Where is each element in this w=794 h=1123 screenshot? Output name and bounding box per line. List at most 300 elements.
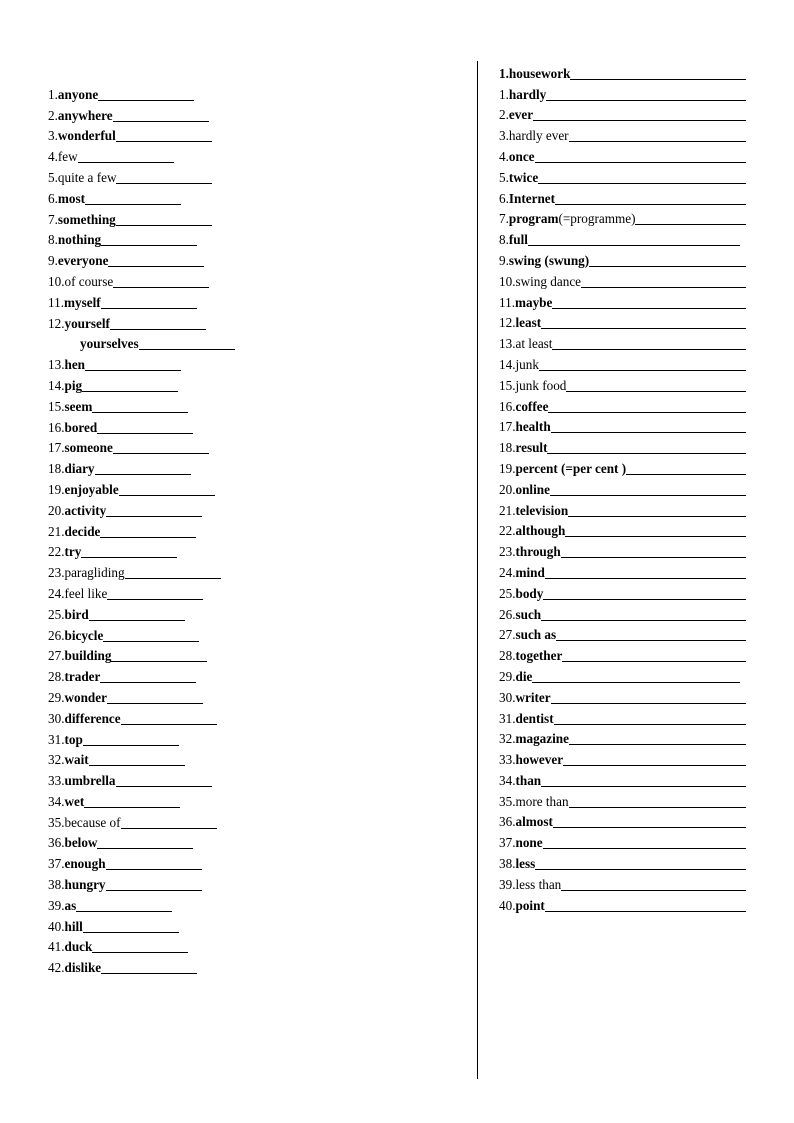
vocab-word: anywhere: [57, 107, 113, 123]
vocab-item: [48, 352, 258, 373]
vocab-item: [48, 165, 258, 186]
answer-blank[interactable]: [84, 794, 180, 808]
vocab-word: enjoyable: [64, 481, 119, 497]
item-number: 14.: [499, 356, 516, 372]
vocab-item: [499, 851, 746, 872]
answer-blank[interactable]: [101, 295, 197, 309]
answer-blank[interactable]: [554, 711, 746, 725]
vocab-item: [48, 207, 258, 228]
item-number: 2.: [48, 107, 58, 123]
answer-blank[interactable]: [635, 211, 746, 225]
vocab-item: [499, 643, 746, 664]
answer-blank[interactable]: [550, 482, 746, 496]
item-number: 20.: [48, 502, 65, 518]
right-word-list: [499, 61, 746, 914]
vocab-word: twice: [508, 169, 539, 185]
vocab-word: bored: [64, 419, 98, 435]
vocab-item: [499, 352, 746, 373]
vocab-word: seem: [64, 398, 93, 414]
answer-blank[interactable]: [92, 939, 188, 953]
item-number: 36.: [499, 814, 516, 830]
item-number: 33.: [48, 773, 65, 789]
vocab-word: however: [515, 752, 564, 768]
vocab-word: junk: [515, 356, 539, 372]
answer-blank[interactable]: [119, 482, 215, 496]
vocab-item: [48, 519, 258, 540]
answer-blank[interactable]: [535, 856, 746, 870]
left-word-list: [48, 82, 258, 976]
vocab-item: [499, 435, 746, 456]
vocab-word: most: [57, 190, 85, 206]
item-number: 10.: [48, 273, 65, 289]
item-number: 32.: [499, 731, 516, 747]
vocab-word: try: [64, 544, 82, 560]
answer-blank[interactable]: [552, 336, 746, 350]
vocab-item: [48, 685, 258, 706]
item-number: 23.: [499, 544, 516, 560]
vocab-item: [499, 227, 746, 248]
item-number: 30.: [499, 689, 516, 705]
answer-blank[interactable]: [541, 315, 746, 329]
vocab-word: mind: [515, 564, 545, 580]
vocab-word: umbrella: [64, 773, 116, 789]
answer-blank[interactable]: [541, 773, 746, 787]
answer-blank[interactable]: [553, 814, 746, 828]
answer-blank[interactable]: [562, 648, 746, 662]
item-number: 14.: [48, 377, 65, 393]
answer-blank[interactable]: [566, 378, 746, 392]
answer-blank[interactable]: [551, 690, 746, 704]
vocab-word: hardly: [508, 86, 547, 102]
vocab-word: something: [57, 211, 116, 227]
vocab-word: body: [515, 585, 544, 601]
vocab-item: [499, 311, 746, 332]
answer-blank[interactable]: [101, 960, 197, 974]
vocab-word: online: [515, 481, 550, 497]
vocab-item: [48, 602, 258, 623]
vocab-word: paragliding: [64, 565, 125, 581]
answer-blank[interactable]: [121, 711, 217, 725]
answer-blank[interactable]: [89, 607, 185, 621]
vocab-item: [499, 581, 746, 602]
answer-blank[interactable]: [539, 357, 746, 371]
item-number: 11.: [48, 294, 64, 310]
vocab-word: such as: [515, 627, 557, 643]
answer-blank[interactable]: [113, 440, 209, 454]
vocab-word: full: [508, 232, 528, 248]
item-number: 15.: [48, 398, 65, 414]
vocab-item: [48, 228, 258, 249]
answer-blank[interactable]: [551, 419, 746, 433]
answer-blank[interactable]: [563, 752, 746, 766]
item-number: 37.: [48, 856, 65, 872]
answer-blank[interactable]: [543, 586, 746, 600]
item-number: 39.: [499, 876, 516, 892]
vocab-item: [48, 664, 258, 685]
item-number: 32.: [48, 752, 65, 768]
answer-blank[interactable]: [92, 399, 188, 413]
vocab-word: more than: [515, 793, 569, 809]
answer-blank[interactable]: [100, 524, 196, 538]
vocab-item: [48, 623, 258, 644]
vocab-word: maybe: [515, 294, 553, 310]
answer-blank[interactable]: [107, 690, 203, 704]
answer-blank[interactable]: [103, 628, 199, 642]
vocab-item: [499, 727, 746, 748]
vocab-item: [499, 415, 746, 436]
item-number: 8.: [499, 232, 509, 248]
item-number: 26.: [48, 627, 65, 643]
answer-blank[interactable]: [535, 149, 746, 163]
vocab-word: than: [515, 772, 542, 788]
answer-blank[interactable]: [116, 128, 212, 142]
answer-blank[interactable]: [545, 565, 746, 579]
item-number: 37.: [499, 835, 516, 851]
vocab-note: (=programme): [558, 211, 636, 227]
vocab-item: [499, 144, 746, 165]
vocab-word: hardly ever: [508, 128, 569, 144]
vocab-word: point: [515, 897, 545, 913]
answer-blank[interactable]: [555, 191, 746, 205]
item-number: 33.: [499, 752, 516, 768]
vocab-item: [48, 436, 258, 457]
answer-blank[interactable]: [95, 461, 191, 475]
vocab-item: [48, 810, 258, 831]
vocab-word: pig: [64, 377, 83, 393]
item-number: 3.: [48, 128, 58, 144]
vocab-item: [48, 82, 258, 103]
answer-blank[interactable]: [76, 898, 172, 912]
vocab-word: because of: [64, 814, 121, 830]
vocab-item: [499, 560, 746, 581]
vocab-item: [48, 248, 258, 269]
answer-blank[interactable]: [589, 253, 746, 267]
vocab-item: [48, 851, 258, 872]
item-number: 6.: [48, 190, 58, 206]
vocab-item: [48, 644, 258, 665]
vocab-item: [48, 748, 258, 769]
answer-blank[interactable]: [116, 773, 212, 787]
answer-blank[interactable]: [556, 627, 746, 641]
item-number: 7.: [48, 211, 58, 227]
answer-blank[interactable]: [561, 544, 746, 558]
answer-blank[interactable]: [533, 107, 746, 121]
vocab-item: [499, 269, 746, 290]
vocab-word: difference: [64, 710, 121, 726]
answer-blank[interactable]: [107, 586, 203, 600]
vocab-word: yourself: [64, 315, 110, 331]
answer-blank[interactable]: [581, 274, 746, 288]
vocab-word: quite a few: [57, 169, 117, 185]
vocab-item: [499, 186, 746, 207]
answer-blank[interactable]: [565, 523, 746, 537]
item-number: 25.: [48, 606, 65, 622]
vocab-item: [48, 789, 258, 810]
vocab-item: [48, 290, 258, 311]
vocab-item: [48, 373, 258, 394]
answer-blank[interactable]: [116, 170, 212, 184]
vocab-item: [499, 706, 746, 727]
answer-blank[interactable]: [538, 170, 746, 184]
vocab-word: everyone: [57, 253, 109, 269]
answer-blank[interactable]: [89, 752, 185, 766]
vocab-item: [499, 82, 746, 103]
vocab-item: [499, 103, 746, 124]
vocab-item: [499, 685, 746, 706]
vocab-word: diary: [64, 461, 95, 477]
vocab-word: hill: [64, 918, 83, 934]
vocab-word: hungry: [64, 877, 106, 893]
answer-blank[interactable]: [626, 461, 746, 475]
item-number: 41.: [48, 939, 65, 955]
answer-blank[interactable]: [98, 87, 194, 101]
vocab-item: [48, 768, 258, 789]
answer-blank[interactable]: [78, 149, 174, 163]
answer-blank[interactable]: [85, 191, 181, 205]
item-number: 19.: [48, 481, 65, 497]
item-number: 23.: [48, 565, 65, 581]
vocab-item: [499, 290, 746, 311]
item-number: 27.: [48, 648, 65, 664]
vocab-item: [48, 560, 258, 581]
vocab-item: [48, 935, 258, 956]
vocab-item: [48, 831, 258, 852]
item-number: 42.: [48, 960, 65, 976]
vocab-item: [499, 165, 746, 186]
vocab-item: [499, 477, 746, 498]
vocab-word: 1.housework: [499, 65, 571, 81]
vocab-word: ever: [508, 107, 534, 123]
vocab-item: [499, 456, 746, 477]
item-number: 8.: [48, 232, 58, 248]
vocab-word: yourselves: [80, 336, 139, 352]
vocab-item: [48, 269, 258, 290]
column-divider: [477, 61, 478, 1079]
answer-blank[interactable]: [81, 544, 177, 558]
item-number: 6.: [499, 190, 509, 206]
vocab-word: coffee: [515, 398, 549, 414]
vocab-word: anyone: [57, 86, 99, 102]
vocab-word: activity: [64, 502, 107, 518]
vocab-item: [499, 768, 746, 789]
item-number: 19.: [499, 460, 516, 476]
vocab-word: television: [515, 502, 569, 518]
vocab-word: below: [64, 835, 98, 851]
vocab-item: [499, 872, 746, 893]
vocab-item: [499, 394, 746, 415]
answer-blank[interactable]: [552, 295, 746, 309]
answer-blank[interactable]: [561, 877, 746, 891]
item-number: 27.: [499, 627, 516, 643]
vocab-item: [499, 61, 746, 82]
vocab-word: myself: [64, 294, 101, 310]
item-number: 1.: [48, 86, 58, 102]
answer-blank[interactable]: [569, 794, 746, 808]
vocab-word: die: [515, 668, 533, 684]
item-number: 35.: [48, 814, 65, 830]
answer-blank[interactable]: [110, 316, 206, 330]
item-number: 22.: [499, 523, 516, 539]
answer-blank[interactable]: [121, 815, 217, 829]
item-number: 21.: [499, 502, 516, 518]
vocab-item: [499, 893, 746, 914]
item-number: 11.: [499, 294, 515, 310]
answer-blank[interactable]: [528, 232, 740, 246]
item-number: 21.: [48, 523, 65, 539]
item-number: 31.: [499, 710, 516, 726]
vocab-item: [48, 540, 258, 561]
answer-blank[interactable]: [548, 399, 746, 413]
vocab-item: [499, 623, 746, 644]
answer-blank[interactable]: [100, 669, 196, 683]
answer-blank[interactable]: [106, 877, 202, 891]
answer-blank[interactable]: [113, 108, 209, 122]
vocab-item: [499, 747, 746, 768]
vocab-item: [499, 830, 746, 851]
vocab-word: bicycle: [64, 627, 104, 643]
answer-blank[interactable]: [568, 503, 746, 517]
item-number: 13.: [499, 336, 516, 352]
vocab-word: wait: [64, 752, 89, 768]
vocab-word: percent (=per cent ): [515, 460, 627, 476]
item-number: 17.: [499, 419, 516, 435]
item-number: 9.: [48, 253, 58, 269]
item-number: 36.: [48, 835, 65, 851]
vocab-word: someone: [64, 440, 113, 456]
vocab-word: such: [515, 606, 542, 622]
vocab-item: [48, 727, 258, 748]
answer-blank[interactable]: [546, 87, 746, 101]
vocab-item: [48, 477, 258, 498]
answer-blank[interactable]: [111, 648, 207, 662]
item-number: 1.: [499, 86, 509, 102]
item-number: 20.: [499, 481, 516, 497]
vocab-word: Internet: [508, 190, 556, 206]
vocab-item: [48, 456, 258, 477]
vocab-item: [48, 581, 258, 602]
item-number: 39.: [48, 897, 65, 913]
item-number: 7.: [499, 211, 509, 227]
item-number: 18.: [48, 461, 65, 477]
answer-blank[interactable]: [106, 856, 202, 870]
vocab-item: [499, 519, 746, 540]
item-number: 16.: [499, 398, 516, 414]
answer-blank[interactable]: [125, 565, 221, 579]
item-number: 38.: [48, 877, 65, 893]
vocab-word: at least: [515, 336, 553, 352]
vocab-word: as: [64, 897, 77, 913]
item-number: 34.: [48, 793, 65, 809]
item-number: 28.: [499, 648, 516, 664]
vocab-item: [48, 872, 258, 893]
vocab-item: [499, 498, 746, 519]
answer-blank[interactable]: [101, 232, 197, 246]
vocab-item: [48, 103, 258, 124]
item-number: 35.: [499, 793, 516, 809]
answer-blank[interactable]: [569, 128, 746, 142]
vocab-word: building: [64, 648, 112, 664]
vocab-word: program: [508, 211, 559, 227]
answer-blank[interactable]: [83, 732, 179, 746]
answer-blank[interactable]: [83, 919, 179, 933]
answer-blank[interactable]: [106, 503, 202, 517]
vocab-item: [499, 331, 746, 352]
vocab-word: hen: [64, 357, 86, 373]
answer-blank[interactable]: [570, 66, 746, 80]
vocab-word: feel like: [64, 585, 108, 601]
answer-blank[interactable]: [532, 669, 740, 683]
answer-blank[interactable]: [113, 274, 209, 288]
vocab-word: writer: [515, 689, 551, 705]
item-number: 17.: [48, 440, 65, 456]
answer-blank[interactable]: [569, 731, 746, 745]
item-number: 12.: [499, 315, 516, 331]
vocab-item: [499, 810, 746, 831]
answer-blank[interactable]: [82, 378, 178, 392]
vocab-item: [48, 955, 258, 976]
vocab-item: [499, 664, 746, 685]
vocab-word: wonderful: [57, 128, 116, 144]
vocab-word: once: [508, 148, 535, 164]
answer-blank[interactable]: [85, 357, 181, 371]
vocab-word: health: [515, 419, 551, 435]
vocab-word: least: [515, 315, 542, 331]
item-number: 13.: [48, 357, 65, 373]
item-number: 5.: [499, 169, 509, 185]
answer-blank[interactable]: [116, 212, 212, 226]
item-number: 2.: [499, 107, 509, 123]
vocab-item: [48, 498, 258, 519]
vocab-word: less than: [515, 876, 562, 892]
item-number: 40.: [499, 897, 516, 913]
item-number: 24.: [499, 564, 516, 580]
item-number: 15.: [499, 377, 516, 393]
answer-blank[interactable]: [547, 440, 746, 454]
item-number: 4.: [499, 148, 509, 164]
vocab-word: dentist: [515, 710, 554, 726]
answer-blank[interactable]: [545, 898, 746, 912]
answer-blank[interactable]: [541, 607, 746, 621]
item-number: 22.: [48, 544, 65, 560]
vocab-word: few: [57, 149, 78, 165]
answer-blank[interactable]: [543, 835, 746, 849]
vocab-item: [48, 415, 258, 436]
vocab-word: wonder: [64, 689, 107, 705]
vocab-word: enough: [64, 856, 106, 872]
item-number: 28.: [48, 669, 65, 685]
vocab-item: [48, 311, 258, 332]
item-number: 9.: [499, 252, 509, 268]
item-number: 3.: [499, 128, 509, 144]
item-number: 40.: [48, 918, 65, 934]
vocab-item: [48, 186, 258, 207]
answer-blank[interactable]: [97, 835, 193, 849]
item-number: 38.: [499, 856, 516, 872]
vocab-item: [499, 373, 746, 394]
item-number: 26.: [499, 606, 516, 622]
item-number: 4.: [48, 149, 58, 165]
vocab-word: top: [64, 731, 83, 747]
answer-blank[interactable]: [139, 336, 235, 350]
answer-blank[interactable]: [108, 253, 204, 267]
vocab-item: [48, 394, 258, 415]
vocab-word: of course: [64, 273, 114, 289]
vocab-word: junk food: [515, 377, 567, 393]
item-number: 5.: [48, 169, 58, 185]
item-number: 25.: [499, 585, 516, 601]
answer-blank[interactable]: [97, 420, 193, 434]
vocab-item: [48, 144, 258, 165]
